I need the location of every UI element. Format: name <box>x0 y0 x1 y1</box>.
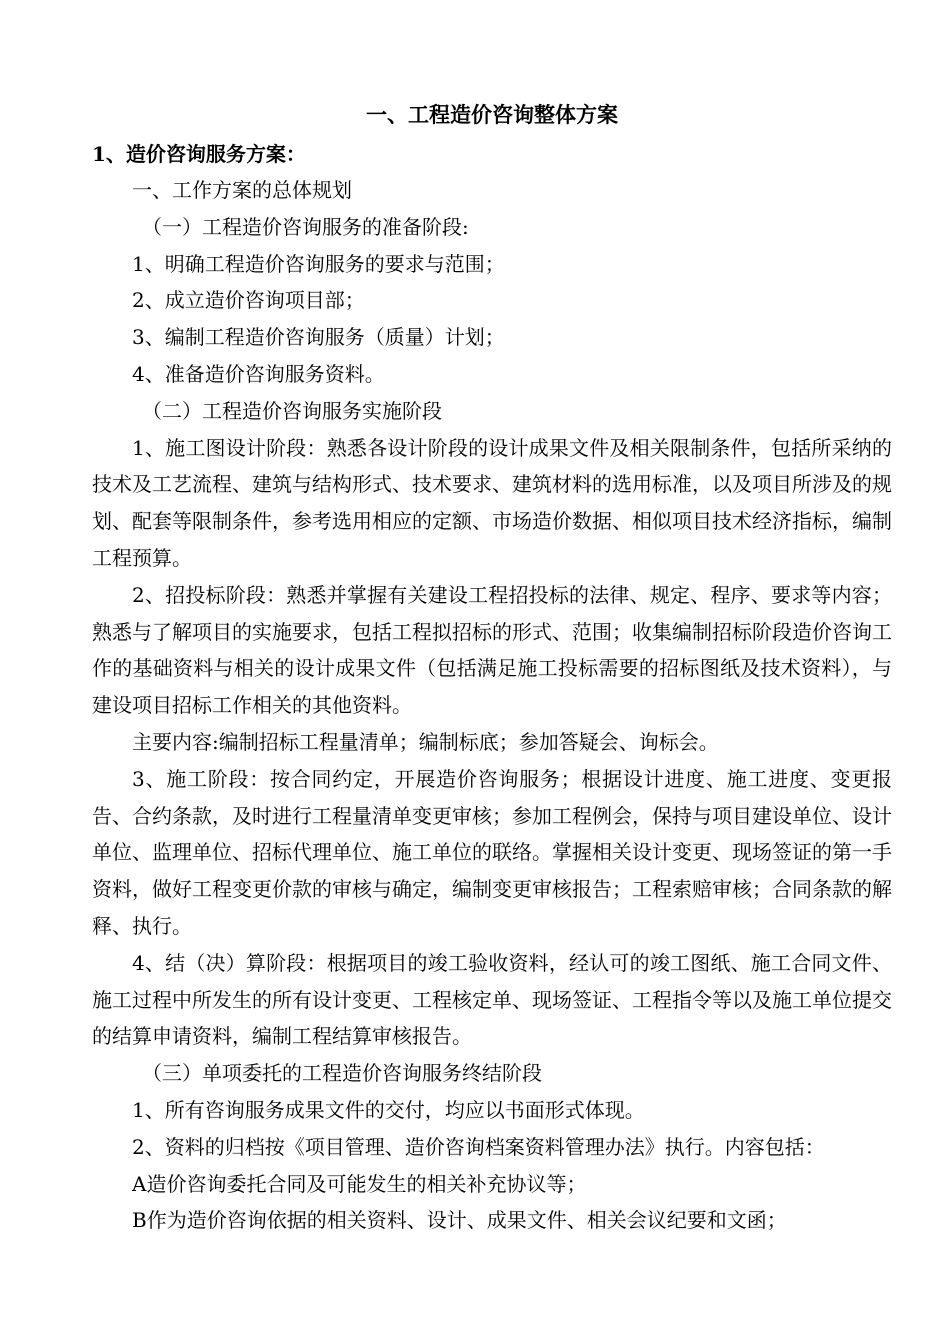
design-stage-paragraph: 1、施工图设计阶段：熟悉各设计阶段的设计成果文件及相关限制条件，包括所采纳的技术及工艺流程、建筑与结构形式、技术要求、建筑材料的选用标准，以及项目所涉及的规划、配套等限制条件，参考选用相应的定额、市场造价数据、相似项目技术经济指标，编制工程预算。 <box>92 435 892 570</box>
impl-stage-heading: （二）工程造价咨询服务实施阶段 <box>142 398 442 423</box>
archive-item-a: A造价咨询委托合同及可能发生的相关补充协议等； <box>132 1171 587 1196</box>
bidding-stage-paragraph: 2、招投标阶段：熟悉并掌握有关建设工程招投标的法律、规定、程序、要求等内容；熟悉与了解项目的实施要求，包括工程拟招标的形式、范围；收集编制招标阶段造价咨询工作的基础资料与相关的设计成果文件（包括满足施工投标需要的招标图纸及技术资料），与建设项目招标工作相关的其他资料。 <box>92 582 892 718</box>
construction-stage-paragraph: 3、施工阶段：按合同约定，开展造价咨询服务；根据设计进度、施工进度、变更报告、合约条款，及时进行工程量清单变更审核；参加工程例会，保持与项目建设单位、设计单位、监理单位、招标代理单位、施工单位的联络。掌握相关设计变更、现场签证的第一手资料，做好工程变更价款的审核与确定，编制变更审核报告；工程索赔审核；合同条款的解释、执行。 <box>92 766 892 938</box>
prep-item: 1、明确工程造价咨询服务的要求与范围； <box>132 251 505 276</box>
prep-item: 3、编制工程造价咨询服务（质量）计划； <box>132 325 505 350</box>
prep-stage-heading: （一）工程造价咨询服务的准备阶段: <box>142 214 469 239</box>
settlement-stage-paragraph: 4、结（决）算阶段：根据项目的竣工验收资料，经认可的竣工图纸、施工合同文件、施工过程中所发生的所有设计变更、工程核定单、现场签证、工程指令等以及施工单位提交的结算申请资料，编制工程结算审核报告。 <box>92 950 892 1049</box>
prep-item: 4、准备造价咨询服务资料。 <box>132 361 385 386</box>
archive-item-b: B作为造价咨询依据的相关资料、设计、成果文件、相关会议纪要和文函； <box>132 1208 787 1233</box>
delivery-paragraph: 1、所有咨询服务成果文件的交付，均应以书面形式体现。 <box>132 1097 645 1122</box>
overall-plan-heading: 一、工作方案的总体规划 <box>132 178 352 202</box>
document-title: 一、工程造价咨询整体方案 <box>366 102 618 127</box>
section-heading: 1、造价咨询服务方案： <box>92 142 306 166</box>
document-page <box>92 100 892 1239</box>
archive-paragraph: 2、资料的归档按《项目管理、造价咨询档案资料管理办法》执行。内容包括： <box>132 1134 825 1159</box>
final-stage-heading: （三）单项委托的工程造价咨询服务终结阶段 <box>142 1061 542 1086</box>
prep-item: 2、成立造价咨询项目部； <box>132 288 365 313</box>
bidding-main-content: 主要内容:编制招标工程量清单；编制标底；参加答疑会、询标会。 <box>132 729 719 754</box>
